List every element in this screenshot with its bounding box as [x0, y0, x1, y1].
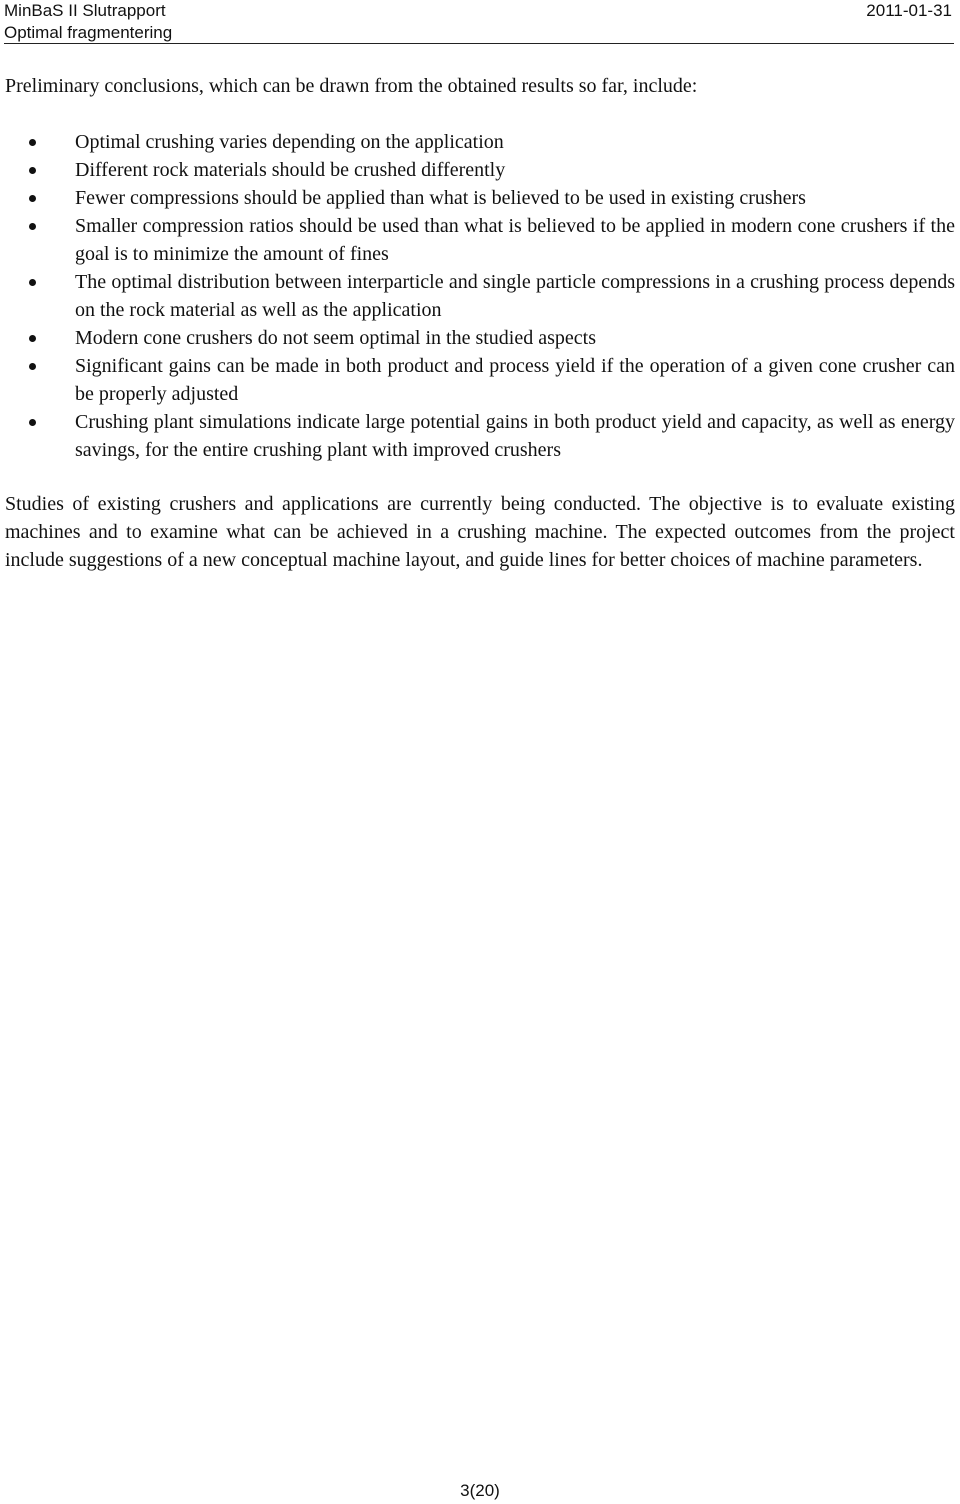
- page-number: 3(20): [460, 1481, 500, 1500]
- bullet-icon: [29, 223, 36, 230]
- list-item-text: Optimal crushing varies depending on the application: [75, 131, 504, 153]
- document-body: [5, 72, 955, 574]
- bullet-icon: [29, 139, 36, 146]
- list-item-text: Smaller compression ratios should be used than what is believed to be applied in modern cone crushers if the goal is to minimize the amount of fines: [75, 215, 955, 265]
- list-item-text: Significant gains can be made in both product and process yield if the operation of a given cone crusher can be properly adjusted: [75, 355, 955, 405]
- studies-paragraph: Studies of existing crushers and applications are currently being conducted. The objective is to evaluate existing machines and to examine what can be achieved in a crushing machine. The expected outcomes from the project include suggestions of a new conceptual machine layout, and guide lines for better choices of machine parameters.: [5, 493, 955, 571]
- page-header: [4, 0, 954, 44]
- list-item-text: The optimal distribution between interparticle and single particle compressions in a crushing process depends on the rock material as well as the application: [75, 271, 955, 321]
- report-title: MinBaS II Slutrapport: [4, 1, 166, 20]
- bullet-icon: [29, 419, 36, 426]
- list-item: [5, 212, 955, 268]
- intro-paragraph: Preliminary conclusions, which can be drawn from the obtained results so far, include:: [5, 75, 698, 97]
- bullet-icon: [29, 363, 36, 370]
- conclusions-list: [5, 128, 955, 464]
- bullet-icon: [29, 335, 36, 342]
- bullet-icon: [29, 167, 36, 174]
- header-left: [4, 0, 172, 44]
- header-date: 2011-01-31: [866, 1, 952, 20]
- bullet-icon: [29, 195, 36, 202]
- list-item: [5, 128, 955, 156]
- list-item-text: Different rock materials should be crushed differently: [75, 159, 506, 181]
- list-item-text: Fewer compressions should be applied than what is believed to be used in existing crushers: [75, 187, 806, 209]
- list-item: [5, 324, 955, 352]
- list-item: [5, 352, 955, 408]
- report-subtitle: Optimal fragmentering: [4, 23, 173, 42]
- list-item: [5, 156, 955, 184]
- list-item: [5, 408, 955, 464]
- list-item-text: Modern cone crushers do not seem optimal in the studied aspects: [75, 327, 596, 349]
- list-item-text: Crushing plant simulations indicate large potential gains in both product yield and capacity, as well as energy savings, for the entire crushing plant with improved crushers: [75, 411, 955, 461]
- bullet-icon: [29, 279, 36, 286]
- list-item: [5, 184, 955, 212]
- list-item: [5, 268, 955, 324]
